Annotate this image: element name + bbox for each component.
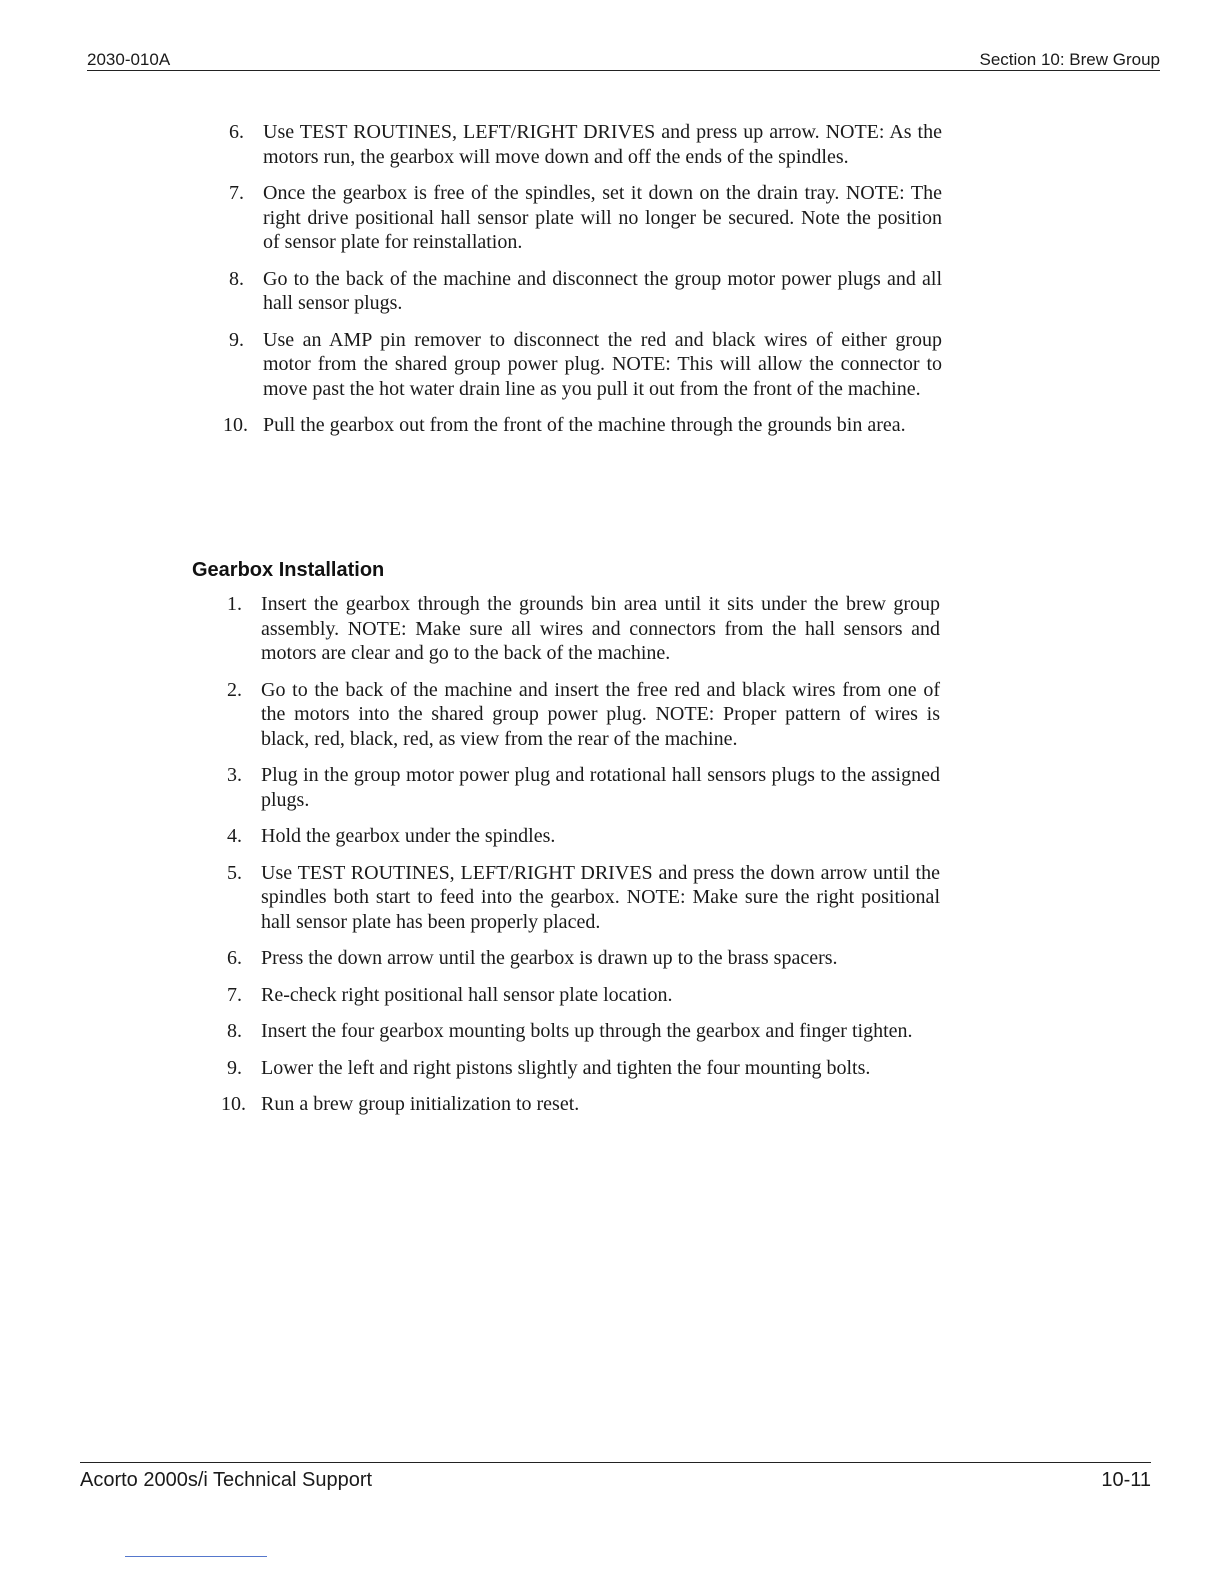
document-id: 2030-010A (87, 50, 171, 69)
list-item (227, 946, 940, 971)
page-header (87, 48, 1160, 71)
step-number: 8. (229, 267, 244, 290)
step-text: Use TEST ROUTINES, LEFT/RIGHT DRIVES and press the down arrow until the spindles both start to feed into the gearbox. NOTE: Make sure the right positional hall sensor plate has been properly placed. (261, 861, 940, 933)
list-item (227, 1019, 940, 1044)
step-text: Press the down arrow until the gearbox is drawn up to the brass spacers. (261, 947, 838, 969)
list-item (227, 1056, 940, 1081)
section-title: Section 10: Brew Group (979, 50, 1160, 69)
step-number: 6. (229, 121, 244, 143)
step-text: Run a brew group initialization to reset. (261, 1093, 580, 1115)
step-text: Go to the back of the machine and disconnect the group motor power plugs and all hall sensor plugs. (263, 267, 942, 314)
page-number: 10-11 (1101, 1469, 1151, 1491)
step-text: Re-check right positional hall sensor plate location. (261, 983, 673, 1006)
step-number: 8. (227, 1020, 242, 1042)
list-item (229, 120, 942, 169)
list-item (227, 592, 940, 666)
footer-title: Acorto 2000s/i Technical Support (80, 1469, 373, 1491)
page-footer (80, 1462, 1151, 1493)
list-item (229, 328, 942, 402)
step-text: Pull the gearbox out from the front of the machine through the grounds bin area. (263, 414, 906, 436)
list-item (227, 983, 940, 1008)
list-item (221, 1092, 940, 1117)
step-text: Use TEST ROUTINES, LEFT/RIGHT DRIVES and press up arrow. NOTE: As the motors run, the gearbox will move down and off the ends of the spindles. (263, 121, 942, 168)
list-item (229, 181, 942, 255)
list-item (227, 678, 940, 752)
gearbox-installation-heading: Gearbox Installation (192, 559, 385, 581)
step-number: 7. (227, 983, 242, 1006)
step-number: 9. (227, 1056, 242, 1079)
list-item (227, 824, 940, 849)
step-text: Use an AMP pin remover to disconnect the red and black wires of either group motor from the shared group power plug. NOTE: This will allow the connector to move past the hot water drain line as you pull it out from the front of the machine. (263, 328, 942, 400)
step-text: Plug in the group motor power plug and rotational hall sensors plugs to the assigned plugs. (261, 764, 940, 811)
step-number: 5. (227, 861, 242, 884)
step-number: 2. (227, 678, 242, 701)
step-text: Insert the gearbox through the grounds bin area until it sits under the brew group assembly. NOTE: Make sure all wires and connectors from the hall sensors and motors are clear and go to the back of the machine. (261, 593, 940, 664)
step-text: Lower the left and right pistons slightly and tighten the four mounting bolts. (261, 1056, 871, 1079)
step-text: Once the gearbox is free of the spindles, set it down on the drain tray. NOTE: The right drive positional hall sensor plate will no longer be secured. Note the position of sensor plate for reinstallation. (263, 182, 942, 253)
step-text: Hold the gearbox under the spindles. (261, 825, 556, 847)
list-item (227, 763, 940, 812)
step-number: 4. (227, 825, 242, 847)
scan-artifact-line (125, 1556, 267, 1557)
step-text: Insert the four gearbox mounting bolts up through the gearbox and finger tighten. (261, 1020, 913, 1042)
step-number: 9. (229, 328, 244, 351)
step-number: 3. (227, 764, 242, 786)
step-number: 1. (227, 593, 242, 615)
step-number: 10. (221, 1093, 246, 1115)
gearbox-removal-steps (223, 120, 942, 450)
gearbox-installation-steps (221, 592, 940, 1129)
list-item (223, 413, 942, 438)
list-item (229, 267, 942, 316)
step-text: Go to the back of the machine and insert the free red and black wires from one of the motors into the shared group power plug. NOTE: Proper pattern of wires is black, red, black, red, as view from the rear of the machine. (261, 678, 940, 750)
list-item (227, 861, 940, 935)
step-number: 10. (223, 414, 248, 436)
step-number: 6. (227, 947, 242, 969)
step-number: 7. (229, 182, 244, 204)
